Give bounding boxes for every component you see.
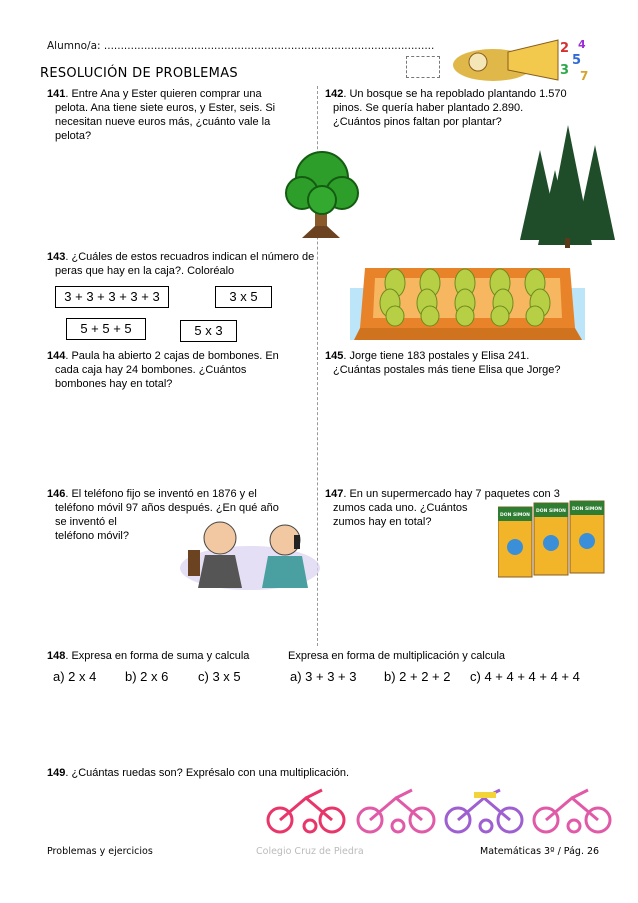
problem-149: 149. ¿Cuántas ruedas son? Exprésalo con una multiplicación.: [47, 767, 350, 779]
problem-144: 144. Paula ha abierto 2 cajas de bombones. En cada caja hay 24 bombones. ¿Cuántos bombones hay en total?: [47, 350, 279, 390]
problem-number: 141: [47, 88, 66, 100]
exercise-item: b) 2 + 2 + 2: [384, 669, 451, 684]
problem-number: 149: [47, 767, 66, 779]
tree-illustration: [282, 148, 362, 248]
music-numbers-illustration: [448, 30, 598, 90]
exercise-item: a) 3 + 3 + 3: [290, 669, 357, 684]
exercise-item: c) 4 + 4 + 4 + 4 + 4: [470, 669, 580, 684]
page-title: RESOLUCIÓN DE PROBLEMAS: [40, 66, 238, 81]
footer-watermark: Colegio Cruz de Piedra: [256, 846, 364, 857]
problem-146: 146. El teléfono fijo se inventó en 1876 y el teléfono móvil 97 años después. ¿En qué año se inventó el teléfono móvil?: [47, 488, 279, 542]
problem-147: 147. En un supermercado hay 7 paquetes con 3 zumos cada uno. ¿Cuántos zumos hay en total?: [325, 488, 560, 528]
option-box[interactable]: 5 + 5 + 5: [66, 318, 146, 340]
problem-number: 147: [325, 488, 344, 500]
problem-number: 146: [47, 488, 66, 500]
problem-142: 142. Un bosque se ha repoblado plantando 1.570 pinos. Se quería haber plantado 2.890. ¿Cuántos pinos faltan por plantar?: [325, 88, 567, 128]
student-name-line: Alumno/a: ...................................................................................................: [47, 40, 435, 52]
exercise-item: c) 3 x 5: [198, 669, 241, 684]
svg-text:3: 3: [560, 63, 570, 78]
footer-left: Problemas y ejercicios: [47, 846, 153, 857]
juice-brand-label: DON SIMON: [536, 509, 566, 514]
pine-forest-illustration: [520, 120, 620, 250]
problem-148-part2: Expresa en forma de multiplicación y calcula: [288, 650, 506, 662]
footer-page: Matemáticas 3º / Pág. 26: [480, 846, 600, 857]
option-box[interactable]: 5 x 3: [180, 320, 237, 342]
tricycle: [268, 790, 344, 832]
exercise-item: a) 2 x 4: [53, 669, 97, 684]
problem-number: 144: [47, 350, 66, 362]
problem-141: 141. Entre Ana y Ester quieren comprar una pelota. Ana tiene siete euros, y Ester, seis. Si necesitan nueve euros más, ¿cuánto vale la pelota?: [47, 88, 276, 142]
option-box[interactable]: 3 + 3 + 3 + 3 + 3: [55, 286, 169, 308]
option-box[interactable]: 3 x 5: [215, 286, 272, 308]
problem-148: 148. Expresa en forma de suma y calcula: [47, 650, 250, 662]
svg-text:2: 2: [560, 41, 570, 56]
juice-brand-label: DON SIMON: [572, 507, 602, 512]
grade-box: [406, 56, 440, 78]
tricycle: [358, 790, 434, 832]
svg-text:7: 7: [580, 69, 589, 83]
problem-number: 143: [47, 251, 66, 263]
tricycle: [534, 790, 610, 832]
problem-number: 148: [47, 650, 66, 662]
tricycles-illustration: [262, 778, 617, 840]
problem-number: 145: [325, 350, 344, 362]
problem-number: 142: [325, 88, 344, 100]
exercise-item: b) 2 x 6: [125, 669, 169, 684]
juice-brand-label: DON SIMON: [500, 513, 530, 518]
juice-packs-illustration: [498, 497, 608, 579]
problem-143: 143. ¿Cuáles de estos recuadros indican el número de peras que hay en la caja?. Coloréalo: [47, 251, 315, 277]
svg-text:5: 5: [572, 53, 582, 68]
pear-box-illustration: [350, 248, 585, 343]
svg-text:4: 4: [578, 38, 586, 51]
problem-145: 145. Jorge tiene 183 postales y Elisa 241. ¿Cuántas postales más tiene Elisa que Jorge?: [325, 350, 561, 376]
telephone-illustration: [180, 510, 320, 590]
